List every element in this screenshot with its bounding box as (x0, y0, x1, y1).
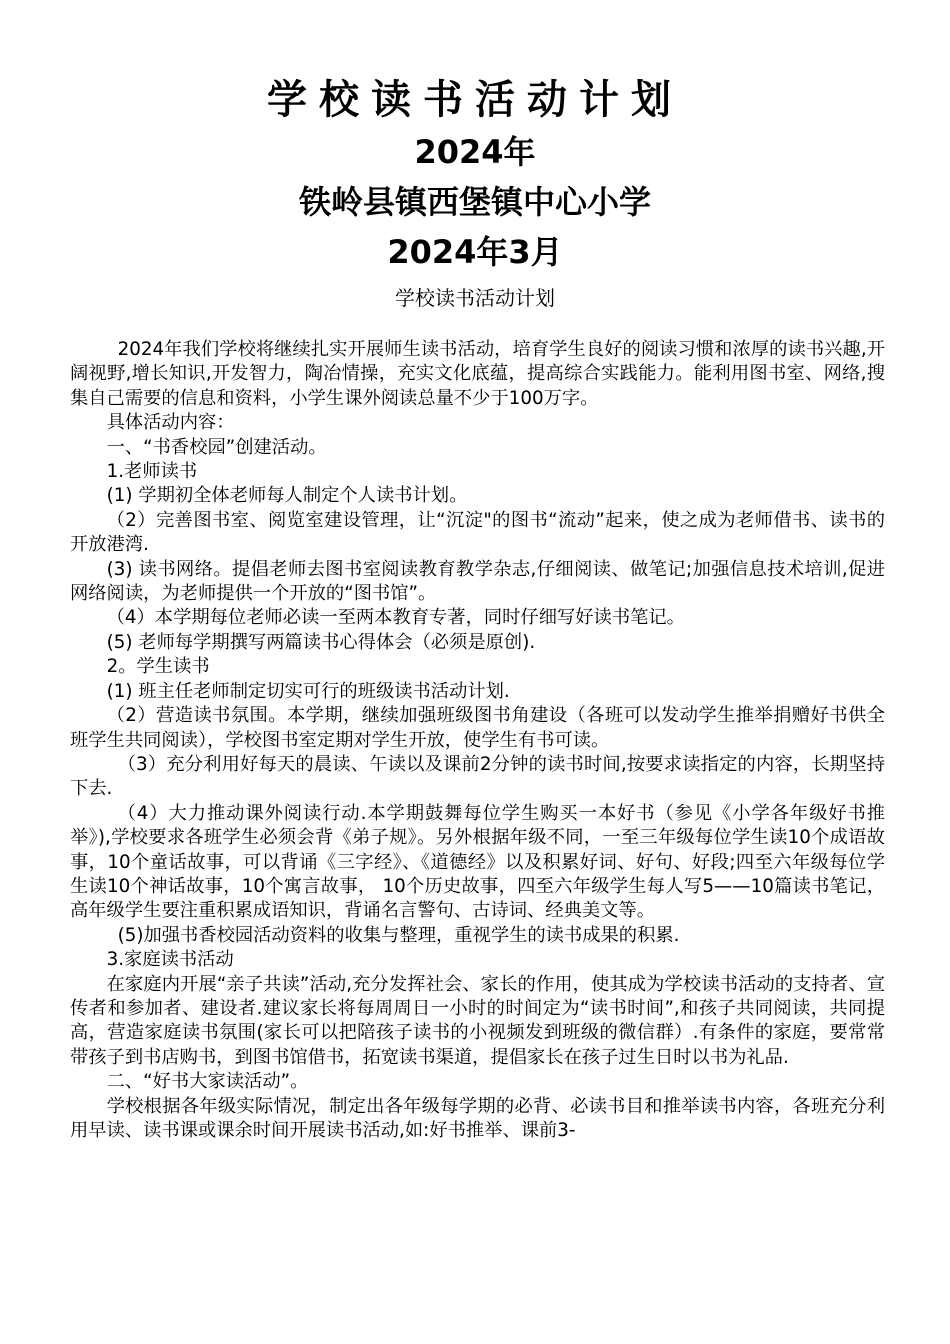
list-item: (1) 学期初全体老师每人制定个人读书计划。 (106, 485, 468, 507)
document-subtitle: 学校读书活动计划 (395, 286, 555, 310)
section-heading: 二、“好书大家读活动”。 (106, 1071, 309, 1093)
document-body (70, 338, 885, 1143)
paragraph: 在家庭内开展“亲子共读”活动,充分发挥社会、家长的作用，使其成为学校读书活动的支持者、宣传者和参加者、建设者.建议家长将每周周日一小时的时间定为“读书时间”,和孩子共同阅读，共同提高，营造家庭读书氛围(家长可以把陪孩子读书的小视频发到班级的微信群）.有条件的家庭，要常常带孩子到书店购书，到图书馆借书，拓宽读书渠道，提倡家长在孩子过生日时以书为礼品. (70, 973, 885, 1068)
document-title: 学校读书活动计划 (267, 77, 683, 123)
list-item: (5) 老师每学期撰写两篇读书心得体会（必须是原创). (106, 631, 536, 653)
document-date: 2024年3月 (387, 233, 563, 271)
section-heading: 具体活动内容： (106, 412, 235, 434)
subsection-heading: 1.老师读书 (106, 461, 198, 483)
list-item: (3) 读书网络。提倡老师去图书室阅读教育教学杂志,仔细阅读、做笔记;加强信息技术培训,促进网络阅读，为老师提供一个开放的“图书馆”。 (70, 558, 885, 605)
list-item: (1) 班主任老师制定切实可行的班级读书活动计划. (106, 680, 510, 702)
list-item: (5)加强书香校园活动资料的收集与整理，重视学生的读书成果的积累. (117, 924, 680, 946)
school-name: 铁岭县镇西堡镇中心小学 (298, 183, 651, 221)
intro-paragraph: 2024年我们学校将继续扎实开展师生读书活动，培育学生良好的阅读习惯和浓厚的读书兴趣,开阔视野,增长知识,开发智力，陶冶情操，充实文化底蕴，提高综合实践能力。能利用图书室、网络,搜集自己需要的信息和资料，小学生课外阅读总量不少于100万字。 (70, 339, 885, 409)
section-heading: 一、“书香校园”创建活动。 (106, 436, 327, 458)
paragraph: 学校根据各年级实际情况，制定出各年级每学期的必背、必读书目和推举读书内容，各班充分利用早读、读书课或课余时间开展读书活动,如:好书推举、课前3- (70, 1095, 885, 1141)
subsection-heading: 3.家庭读书活动 (106, 949, 234, 971)
list-item: （2）营造读书氛围。本学期，继续加强班级图书角建设（各班可以发动学生推举捐赠好书供全班学生共同阅读），学校图书室定期对学生开放，使学生有书可读。 (70, 705, 885, 751)
list-item: （2）完善图书室、阅览室建设管理，让“沉淀"的图书“流动”起来，使之成为老师借书、读书的开放港湾. (70, 509, 885, 556)
subsection-heading: 2。学生读书 (106, 656, 210, 678)
list-item: （3）充分利用好每天的晨读、午读以及课前2分钟的读书时间,按要求读指定的内容，长期坚持下去. (70, 753, 885, 800)
list-item: （4）大力推动课外阅读行动.本学期鼓舞每位学生购买一本好书（参见《小学各年级好书推举》),学校要求各班学生必须会背《弟子规》。另外根据年级不同，一至三年级每位学生读10个成语故事，10个童话故事，可以背诵《三字经》、《道德经》以及积累好词、好句、好段;四至六年级每位学生读10个神话故事，10个寓言故事， 10个历史故事，四至六年级学生每人写5——10篇读书笔记，高年级学生要注重积累成语知识，背诵名言警句、古诗词、经典美文等。 (70, 802, 885, 922)
document-year: 2024年 (414, 133, 536, 171)
list-item: （4）本学期每位老师必读一至两本教育专著，同时仔细写好读书笔记。 (106, 607, 685, 629)
